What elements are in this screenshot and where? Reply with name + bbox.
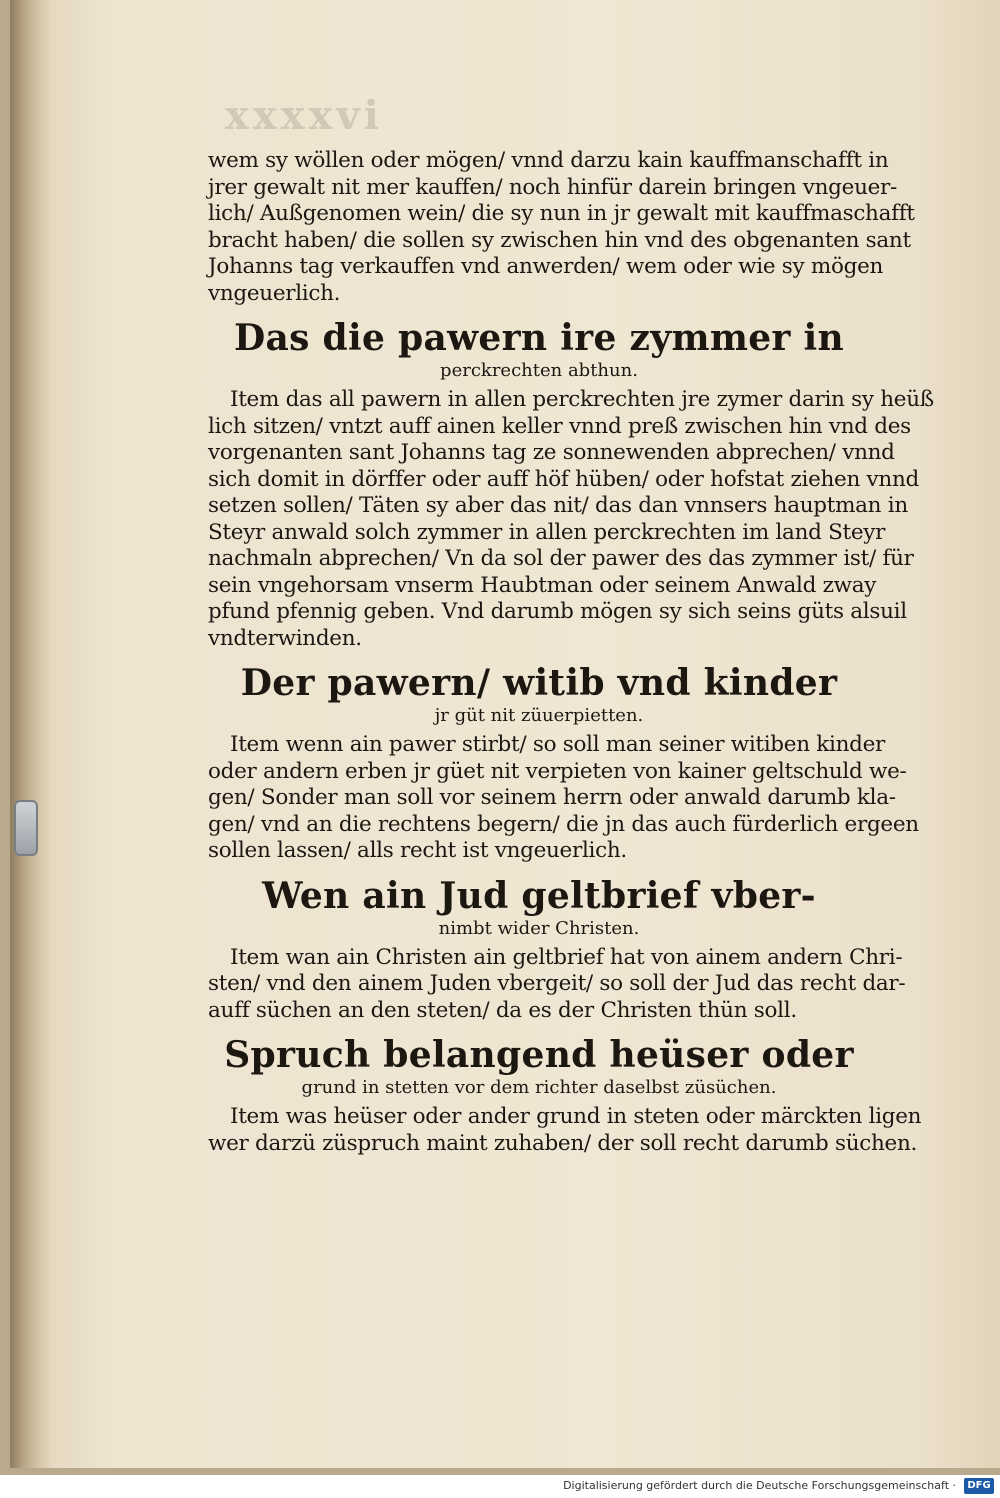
text-line: Item das all pawern in allen perckrechten jre zymer darin sy heüß <box>230 387 934 412</box>
section-subheading: jr güt nit züuerpietten. <box>434 705 644 726</box>
section-witib <box>208 662 919 865</box>
text-line: setzen sollen/ Täten sy aber das nit/ das dan vnnsers hauptman in <box>208 493 908 518</box>
text-line: vorgenanten sant Johanns tag ze sonnewenden abprechen/ vnnd <box>208 440 895 465</box>
section-subheading: grund in stetten vor dem richter daselbst züsüchen. <box>301 1077 777 1098</box>
text-line: sein vngehorsam vnserm Haubtman oder seinem Anwald zway <box>208 572 877 598</box>
text-line: Item was heüser oder ander grund in steten oder märckten ligen <box>230 1104 922 1129</box>
text-line: auff süchen an den steten/ da es der Christen thün soll. <box>208 997 797 1023</box>
section-heading: Das die pawern ire zymmer in <box>234 317 844 359</box>
section-jud <box>208 874 906 1025</box>
dfg-logo-icon: DFG <box>964 1478 994 1494</box>
book-gutter <box>10 0 52 1468</box>
text-line: lich/ Außgenomen wein/ die sy nun in jr gewalt mit kauffmaschafft <box>208 201 915 226</box>
section-heading: Spruch belangend heüser oder <box>224 1034 854 1076</box>
section-heading: Wen ain Jud geltbrief vber- <box>262 874 816 917</box>
section-zymmer <box>208 317 934 652</box>
section-spruch <box>208 1034 922 1157</box>
text-line: lich sitzen/ vntzt auff ainen keller vnnd preß zwischen hin vnd des <box>208 413 911 439</box>
text-line: Item wenn ain pawer stirbt/ so soll man seiner witiben kinder <box>230 732 885 757</box>
footer-bar <box>0 1476 1000 1498</box>
text-line: nachmaln abprechen/ Vn da sol der pawer des das zymmer ist/ für <box>208 546 914 571</box>
text-line: gen/ vnd an die rechtens begern/ die jn das auch fürderlich ergeen <box>208 811 919 837</box>
folio-number: xxxxvi <box>225 92 383 139</box>
text-line: Johanns tag verkauffen vnd anwerden/ wem oder wie sy mögen <box>208 254 884 279</box>
text-line: bracht haben/ die sollen sy zwischen hin vnd des obgenanten sant <box>208 227 911 253</box>
text-line: Item wan ain Christen ain geltbrief hat von ainem andern Chri- <box>230 944 903 970</box>
section-heading: Der pawern/ witib vnd kinder <box>240 662 838 704</box>
text-line: vngeuerlich. <box>208 280 341 306</box>
text-line: wer darzü züspruch maint zuhaben/ der soll recht darumb süchen. <box>208 1130 918 1156</box>
intro-paragraph <box>208 148 915 307</box>
text-line: pfund pfennig geben. Vnd darumb mögen sy sich seins güts alsuil <box>208 599 907 624</box>
text-line: oder andern erben jr güet nit verpieten von kainer geltschuld we- <box>208 758 907 784</box>
text-line: Steyr anwald solch zymmer in allen perckrechten im land Steyr <box>208 519 886 545</box>
text-line: sich domit in dörffer oder auff höf hüben/ oder hofstat ziehen vnnd <box>208 466 919 492</box>
section-subheading: perckrechten abthun. <box>440 360 638 381</box>
text-line: jrer gewalt nit mer kauffen/ noch hinfür darein bringen vngeuer- <box>208 174 897 200</box>
text-line: wem sy wöllen oder mögen/ vnnd darzu kain kauffmanschafft in <box>208 148 889 173</box>
page-text <box>208 148 934 1157</box>
page-clip-icon <box>14 800 38 856</box>
text-line: gen/ Sonder man soll vor seinem herrn oder anwald darumb kla- <box>208 785 896 810</box>
text-line: sollen lassen/ alls recht ist vngeuerlich. <box>208 838 627 863</box>
text-line: sten/ vnd den ainem Juden vbergeit/ so soll der Jud das recht dar- <box>208 971 906 996</box>
section-subheading: nimbt wider Christen. <box>438 917 640 939</box>
text-line: vndterwinden. <box>208 625 362 651</box>
funding-notice: Digitalisierung gefördert durch die Deutsche Forschungsgemeinschaft · <box>563 1479 956 1492</box>
